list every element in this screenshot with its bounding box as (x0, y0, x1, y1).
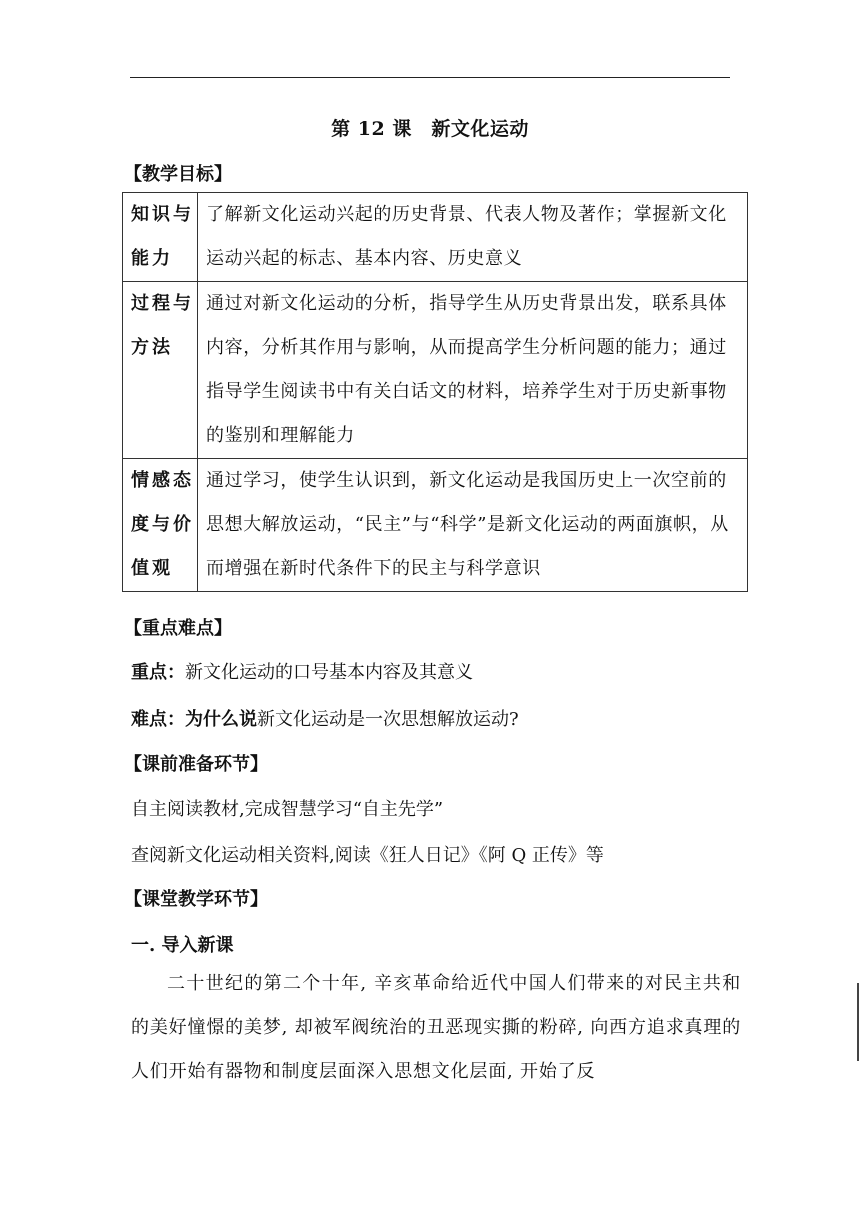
difficulty-text: 新文化运动是一次思想解放运动? (257, 709, 519, 730)
objective-label: 情感态度与价值观 (123, 459, 198, 592)
header-rule (130, 77, 730, 78)
section-heading-key-points: 【重点难点】 (124, 618, 232, 639)
table-row (123, 193, 748, 282)
objective-text: 通过对新文化运动的分析，指导学生从历史背景出发，联系具体内容，分析其作用与影响，从而提高学生分析问题的能力；通过指导学生阅读书中有关白话文的材料，培养学生对于历史新事物的鉴别和理解能力 (198, 282, 748, 459)
section-heading-objectives: 【教学目标】 (124, 164, 232, 185)
objective-label: 知识与能力 (123, 193, 198, 282)
preparation-item: 自主阅读教材,完成智慧学习“自主先学” (131, 799, 444, 820)
focus-text: 新文化运动的口号基本内容及其意义 (185, 662, 473, 683)
focus-label: 重点： (131, 662, 185, 683)
intro-heading: 一. 导入新课 (131, 935, 234, 956)
table-row (123, 459, 748, 592)
objective-text: 通过学习，使学生认识到，新文化运动是我国历史上一次空前的思想大解放运动，“民主”与“科学”是新文化运动的两面旗帜，从而增强在新时代条件下的民主与科学意识 (198, 459, 748, 592)
section-heading-classroom: 【课堂教学环节】 (124, 889, 268, 910)
difficulty-line (131, 705, 519, 731)
difficulty-label: 难点：为什么说 (131, 709, 257, 730)
focus-line (131, 658, 473, 684)
preparation-item: 查阅新文化运动相关资料,阅读《狂人日记》《阿 Q 正传》等 (131, 845, 604, 866)
scrollbar-thumb[interactable] (857, 983, 859, 1061)
objectives-table (122, 192, 748, 592)
lesson-title: 第 12 课 新文化运动 (331, 118, 529, 140)
section-heading-preparation: 【课前准备环节】 (124, 754, 268, 775)
intro-paragraph: 二十世纪的第二个十年, 辛亥革命给近代中国人们带来的对民主共和的美好憧憬的美梦, 却被军阀统治的丑恶现实撕的粉碎, 向西方追求真理的人们开始有器物和制度层面深入思想文化层面, 开始了反 (131, 973, 741, 1082)
table-row (123, 282, 748, 459)
objective-text: 了解新文化运动兴起的历史背景、代表人物及著作；掌握新文化运动兴起的标志、基本内容、历史意义 (198, 193, 748, 282)
objective-label: 过程与方法 (123, 282, 198, 459)
